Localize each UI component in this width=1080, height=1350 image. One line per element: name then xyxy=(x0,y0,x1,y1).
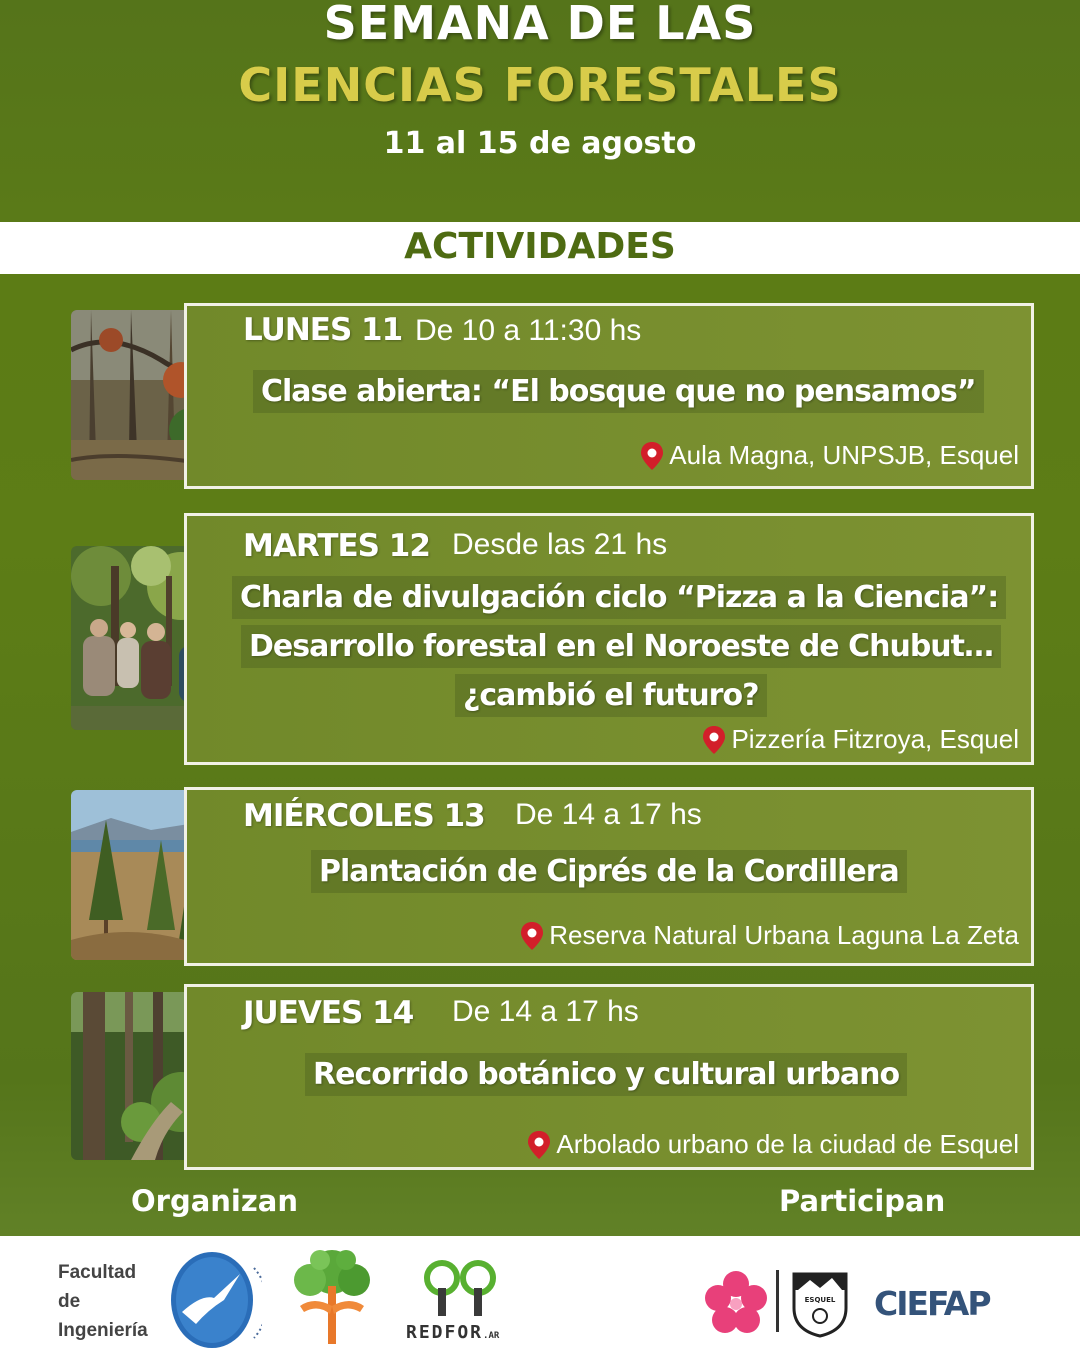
tree-hands-logo xyxy=(284,1246,380,1346)
activity-location xyxy=(521,920,1019,951)
activity-location xyxy=(528,1129,1019,1160)
activity-time: De 14 a 17 hs xyxy=(515,798,702,831)
activity-title: Plantación de Ciprés de la Cordillera xyxy=(311,850,907,893)
location-text: Aula Magna, UNPSJB, Esquel xyxy=(669,440,1019,470)
redfor-logo-icon xyxy=(422,1258,502,1320)
flower-logo xyxy=(704,1270,768,1334)
section-title: ACTIVIDADES xyxy=(404,226,676,267)
redfor-logo-text: REDFOR.AR xyxy=(406,1322,500,1343)
location-pin-icon xyxy=(703,726,725,754)
university-seal-logo xyxy=(168,1248,262,1350)
activity-time: De 10 a 11:30 hs xyxy=(415,314,642,347)
location-pin-icon xyxy=(641,442,663,470)
title-line-1: SEMANA DE LAS xyxy=(323,0,757,50)
activity-day: LUNES 11 xyxy=(243,312,403,348)
sponsor-logos-strip xyxy=(0,1236,1080,1350)
activity-day: MARTES 12 xyxy=(243,528,430,564)
activity-time: Desde las 21 hs xyxy=(452,528,668,561)
participan-label: Participan xyxy=(779,1184,946,1218)
activity-card-monday xyxy=(184,303,1034,489)
activity-day: JUEVES 14 xyxy=(243,995,414,1031)
activity-title: Recorrido botánico y cultural urbano xyxy=(305,1053,907,1096)
activity-day: MIÉRCOLES 13 xyxy=(243,798,485,834)
event-dates: 11 al 15 de agosto xyxy=(383,126,697,161)
activity-card-wednesday xyxy=(184,787,1034,966)
activity-title: Clase abierta: “El bosque que no pensamos” xyxy=(253,370,984,413)
activity-title-line-1: Charla de divulgación ciclo “Pizza a la Ciencia”: xyxy=(232,576,1006,619)
location-text: Reserva Natural Urbana Laguna La Zeta xyxy=(549,920,1019,950)
esquel-badge-text: ESQUEL xyxy=(804,1296,836,1304)
activity-card-tuesday xyxy=(184,513,1034,765)
section-title-band xyxy=(0,222,1080,274)
title-line-2: CIENCIAS FORESTALES xyxy=(238,58,842,112)
activity-card-thursday xyxy=(184,984,1034,1170)
header-banner xyxy=(0,0,1080,222)
esquel-municipality-logo xyxy=(790,1268,850,1338)
ciefap-logo: CIEFAP xyxy=(874,1284,990,1323)
location-text: Pizzería Fitzroya, Esquel xyxy=(731,724,1019,754)
activity-title-line-3: ¿cambió el futuro? xyxy=(455,674,767,717)
logo-divider xyxy=(776,1270,779,1332)
facultad-ingenieria-text: Facultad de Ingeniería xyxy=(58,1262,148,1341)
location-text: Arbolado urbano de la ciudad de Esquel xyxy=(556,1129,1019,1159)
activity-location xyxy=(703,724,1019,755)
activity-location xyxy=(641,440,1019,471)
location-pin-icon xyxy=(528,1131,550,1159)
location-pin-icon xyxy=(521,922,543,950)
organizan-label: Organizan xyxy=(131,1184,298,1218)
activity-time: De 14 a 17 hs xyxy=(452,995,639,1028)
activity-title-line-2: Desarrollo forestal en el Noroeste de Chubut… xyxy=(241,625,1001,668)
